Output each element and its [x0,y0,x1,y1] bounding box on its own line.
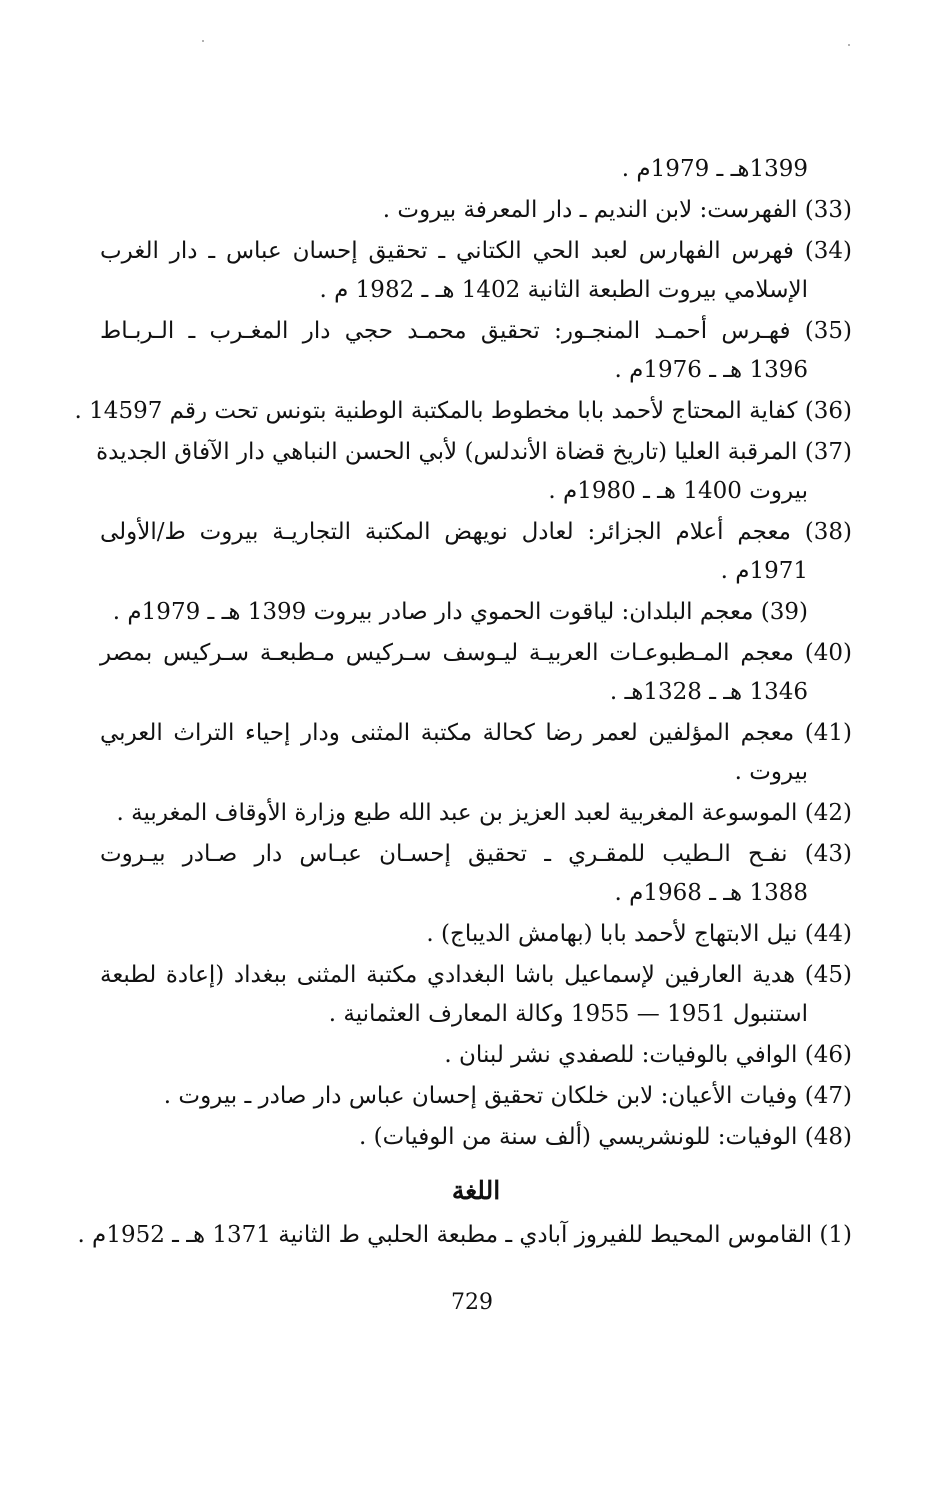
scan-speck [202,40,204,42]
scan-speck [848,44,850,46]
entry-line-continuation: بيروت 1400 هـ ـ 1980م . [548,478,808,504]
entry-line: (1) القاموس المحيط للفيروز آبادي ـ مطبعة الحلبي ط الثانية 1371 هـ ـ 1952م . [77,1222,852,1248]
entry-line: (44) نيل الابتهاج لأحمد بابا (بهامش الديباج) . [426,921,852,947]
entry-line: (46) الوافي بالوفيات: للصفدي نشر لبنان . [444,1042,852,1068]
entry-line: (41) معجم المؤلفين لعمر رضا كحالة مكتبة المثنى ودار إحياء التراث العربي [100,720,852,746]
entry-line: (36) كفاية المحتاج لأحمد بابا مخطوط بالمكتبة الوطنية بتونس تحت رقم 14597 . [74,398,852,424]
bibliography-entry-46 [100,1036,852,1075]
entry-line: (48) الوفيات: للونشريسي (ألف سنة من الوفيات) . [359,1124,852,1150]
entry-line: (37) المرقبة العليا (تاريخ قضاة الأندلس) لأبي الحسن النباهي دار الآفاق الجديدة [96,439,852,465]
entry-line-continuation: 1971م . [720,558,808,584]
bibliography-entry-36 [74,392,852,431]
section-title: اللغة [451,1176,501,1205]
bibliography-list [74,150,852,1257]
bibliography-entry-39 [100,593,852,632]
entry-line: (38) معجم أعلام الجزائر: لعادل نويهض المكتبة التجاريـة بيروت ط/الأولى [100,519,852,545]
entry-line: 1399هـ ـ 1979م . [621,156,808,182]
entry-line-continuation: 1396 هـ ـ 1976م . [614,357,808,383]
bibliography-entry-37 [96,433,852,511]
bibliography-entry-43 [100,835,852,913]
entry-line-continuation: 1346 هـ ـ 1328هـ . [609,679,808,705]
entry-line: (40) معجم المـطبوعـات العربيـة ليـوسف سـركيس مـطبعـة سـركيس بمصر [100,640,852,666]
page-number: 729 [451,1290,493,1315]
bibliography-entry-33 [100,191,852,230]
entry-line-continuation: استنبول 1951 — 1955 وكالة المعارف العثمانية . [328,1001,808,1027]
bibliography-entry-34 [100,232,852,310]
bibliography-entry-48 [100,1118,852,1157]
bibliography-entry-42 [100,794,852,833]
bibliography-entry-41 [100,714,852,792]
entry-line: (45) هدية العارفين لإسماعيل باشا البغدادي مكتبة المثنى ببغداد (إعادة لطبعة [100,962,852,988]
entry-line: (43) نفـح الـطيب للمقـري ـ تحقيق إحسـان عبـاس دار صـادر بيـروت [100,841,852,867]
bibliography-entry-44 [100,915,852,954]
entry-line: (39) معجم البلدان: لياقوت الحموي دار صادر بيروت 1399 هـ ـ 1979م . [112,599,808,625]
language-entry-1 [77,1216,852,1255]
entry-line: (34) فهرس الفهارس لعبد الحي الكتاني ـ تحقيق إحسان عباس ـ دار الغرب [100,238,852,264]
bibliography-entry-40 [100,634,852,712]
bibliography-entry-45 [100,956,852,1034]
entry-line: (35) فهـرس أحمـد المنجـور: تحقيق محمـد حجي دار المغـرب ـ الـربـاط [100,318,852,344]
bibliography-entry-38 [100,513,852,591]
bibliography-entry-47 [100,1077,852,1116]
entry-line: (47) وفيات الأعيان: لابن خلكان تحقيق إحسان عباس دار صادر ـ بيروت . [163,1083,852,1109]
entry-line: (33) الفهرست: لابن النديم ـ دار المعرفة بيروت . [382,197,852,223]
entry-line-continuation: بيروت . [734,759,808,785]
entry-line-continuation: الإسلامي بيروت الطبعة الثانية 1402 هـ ـ 1982 م . [319,277,808,303]
entry-line: (42) الموسوعة المغربية لعبد العزيز بن عبد الله طبع وزارة الأوقاف المغربية . [116,800,852,826]
continuation-line [100,150,852,189]
bibliography-entry-35 [100,312,852,390]
entry-line-continuation: 1388 هـ ـ 1968م . [614,880,808,906]
